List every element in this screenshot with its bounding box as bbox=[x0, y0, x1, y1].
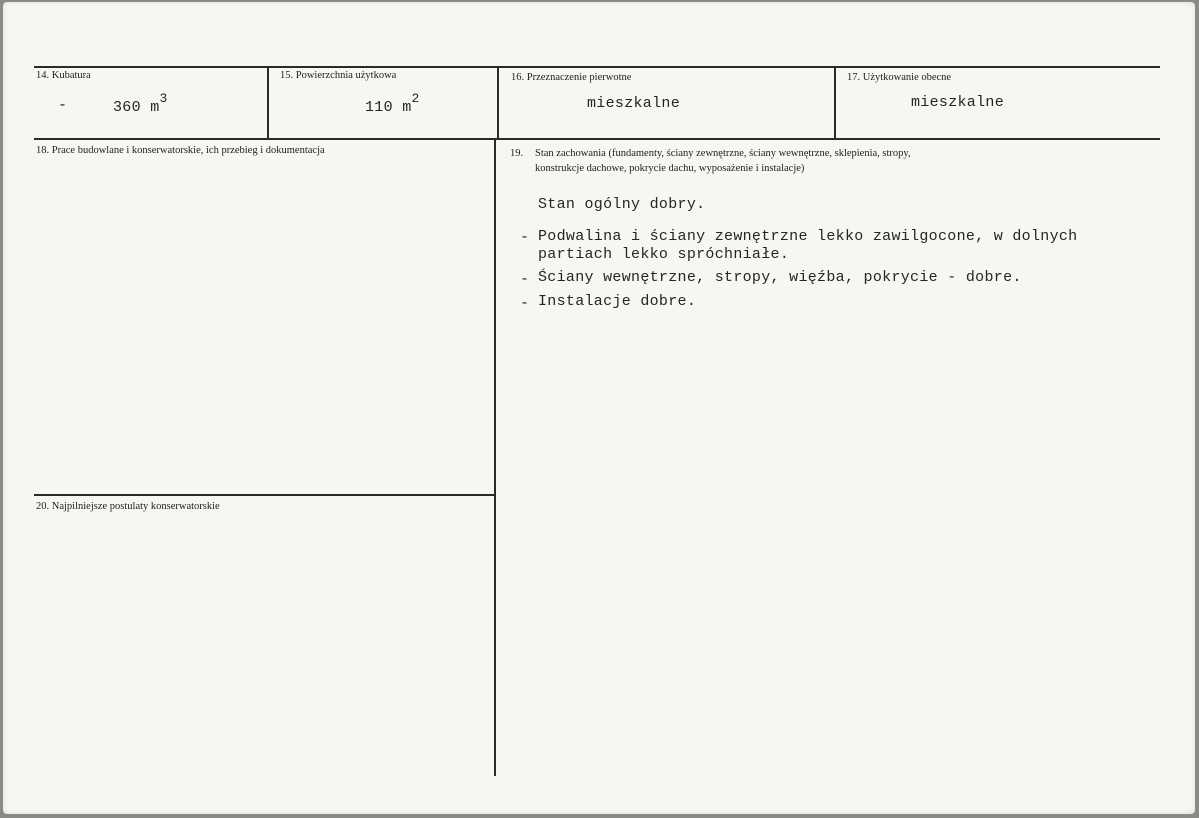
item-1-dash: - bbox=[520, 229, 530, 246]
field-14-dash: - bbox=[58, 97, 68, 114]
field-14-label: 14. Kubatura bbox=[36, 70, 91, 81]
field-16-label: 16. Przeznaczenie pierwotne bbox=[511, 72, 632, 83]
divider-15-16 bbox=[497, 66, 499, 140]
top-rule bbox=[34, 66, 1160, 68]
lower-left-rule bbox=[34, 494, 495, 496]
field-15-label: 15. Powierzchnia użytkowa bbox=[280, 70, 397, 81]
item-3-dash: - bbox=[520, 295, 530, 312]
item-1-text: Podwalina i ściany zewnętrzne lekko zawilgocone, w dolnych bbox=[538, 228, 1078, 245]
field-19-intro: Stan ogólny dobry. bbox=[538, 196, 706, 213]
field-15-value: 110 $m^2$ bbox=[365, 91, 420, 116]
divider-16-17 bbox=[834, 66, 836, 140]
record-card bbox=[3, 2, 1195, 814]
field-17-label: 17. Użytkowanie obecne bbox=[847, 72, 952, 83]
main-vertical-divider bbox=[494, 138, 496, 776]
item-1-continuation: partiach lekko spróchniałe. bbox=[538, 246, 790, 263]
item-3-text: Instalacje dobre. bbox=[538, 293, 697, 310]
item-2-dash: - bbox=[520, 271, 530, 288]
field-16-value: mieszkalne bbox=[587, 95, 681, 112]
field-18-label: 18. Prace budowlane i konserwatorskie, ich przebieg i dokumentacja bbox=[36, 145, 325, 156]
field-19-number: 19. bbox=[510, 148, 524, 159]
field-17-value: mieszkalne bbox=[911, 94, 1005, 111]
mid-rule bbox=[34, 138, 1160, 140]
field-20-label: 20. Najpilniejsze postulaty konserwatorskie bbox=[36, 501, 220, 512]
field-14-value: 360 $m^3$ bbox=[113, 91, 168, 116]
divider-14-15 bbox=[267, 66, 269, 138]
field-19-label-line2: konstrukcje dachowe, pokrycie dachu, wyposażenie i instalacje) bbox=[535, 163, 805, 174]
field-19-label-line1: Stan zachowania (fundamenty, ściany zewnętrzne, ściany wewnętrzne, sklepienia, stropy, bbox=[535, 148, 911, 159]
item-2-text: Ściany wewnętrzne, stropy, więźba, pokrycie - dobre. bbox=[538, 269, 1022, 286]
